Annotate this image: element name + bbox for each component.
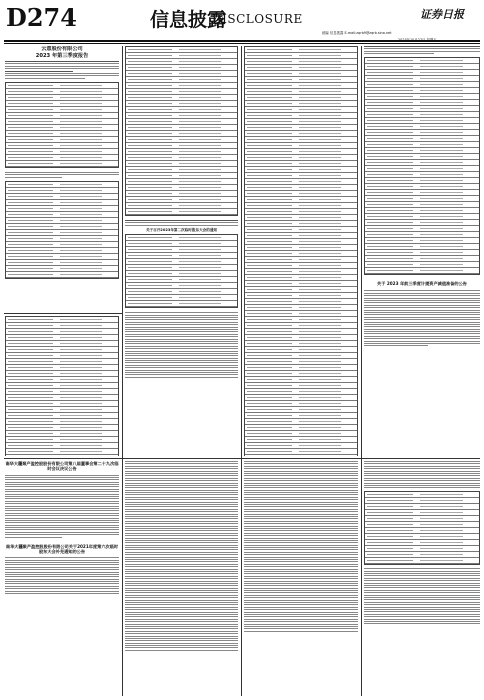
report-title: 2023 年第三季度报告 — [35, 52, 89, 59]
page-number: D274 — [6, 3, 77, 32]
header-rule-thin — [4, 43, 480, 44]
column-divider — [241, 46, 242, 696]
section-divider — [4, 458, 480, 459]
header-rule — [4, 40, 480, 42]
impairment-title: 关于 2023 年前三季度计提资产减值准备的公告 — [377, 281, 467, 287]
article-board-resolution — [5, 461, 119, 696]
table-continuation — [125, 46, 238, 456]
financial-table — [5, 82, 119, 168]
board-resolution-title: 南华大疆聚产盈控股股份有限公司第八届董事会第二十九次临时会议决议公告 — [5, 461, 119, 472]
article-impairment — [364, 46, 480, 456]
contact-line: 邮编 信息披露 E-mail:zqrb9@zqrb.sina.net — [322, 31, 392, 35]
supplementary-notice-title: 南华大疆聚产盈控股股份有限公司关于2021年度第六次临时股东大会补充通知的公告 — [5, 543, 119, 554]
column-divider — [122, 46, 123, 696]
text-column — [244, 461, 358, 696]
section-divider — [4, 313, 122, 314]
newspaper-masthead: 证券日报 — [420, 8, 464, 21]
shareholder-table — [5, 181, 119, 279]
section-title-en: DISCLOSURE — [212, 12, 303, 26]
balance-sheet-table — [5, 316, 119, 456]
meeting-notice-title: 关于召开2023年第二次临时股东大会的通知 — [145, 227, 218, 232]
text-column-with-table — [364, 461, 480, 696]
section-title: 信息披露 — [150, 9, 227, 31]
column-divider — [361, 46, 362, 696]
table-long — [244, 46, 358, 456]
article-quarterly-report — [5, 46, 119, 311]
dateline: 2023年10月27日 星期五 — [398, 38, 437, 42]
text-column — [125, 461, 238, 696]
company-name: 云意股份有限公司 — [41, 46, 83, 52]
